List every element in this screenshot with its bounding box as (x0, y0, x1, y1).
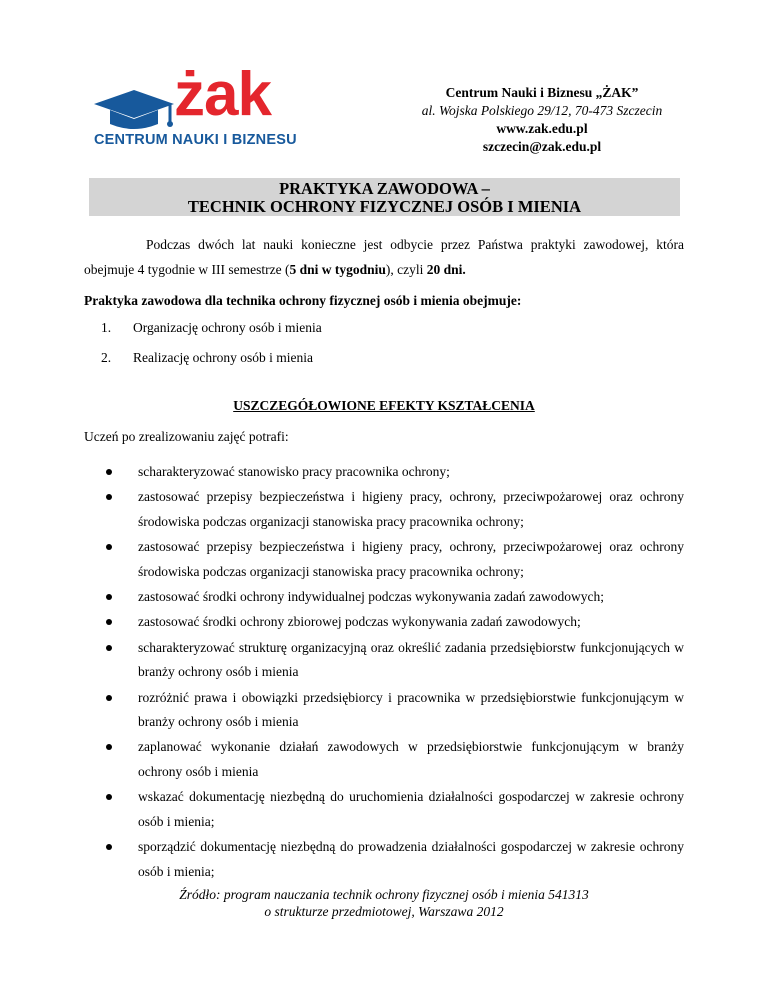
effect-text: sporządzić dokumentację niezbędną do prowadzenia działalności gospodarczej w zakresie ochrony osób i mienia; (138, 839, 684, 879)
effect-text: zastosować środki ochrony indywidualnej podczas wykonywania zadań zawodowych; (138, 589, 604, 605)
title-line-2: TECHNIK OCHRONY FIZYCZNEJ OSÓB I MIENIA (187, 196, 582, 216)
intro-paragraph (84, 232, 684, 282)
list-item (84, 535, 684, 584)
title-line-1: PRAKTYKA ZAWODOWA – (279, 179, 490, 198)
list-item (84, 585, 684, 609)
list-item (84, 485, 684, 534)
graduation-cap-icon (90, 86, 176, 136)
list-item-number: 2. (101, 350, 112, 365)
intro-text-a: Podczas dwóch lat nauki konieczne jest odbycie przez Państwa praktyki zawodowej, która obejmuje 4 tygodnie w III semestrze ( (84, 237, 684, 277)
org-name: Centrum Nauki i Biznesu „ŻAK” (445, 85, 639, 100)
bullet-icon (106, 469, 112, 475)
scope-heading: Praktyka zawodowa dla technika ochrony fizycznej osób i mienia obejmuje: (84, 293, 522, 308)
bullet-icon (106, 695, 112, 701)
bullet-icon (106, 619, 112, 625)
bullet-icon (106, 594, 112, 600)
org-website-link[interactable]: www.zak.edu.pl (496, 121, 588, 136)
effect-text: wskazać dokumentację niezbędną do uruchomienia działalności gospodarczej w zakresie ochrony osób i mienia; (138, 789, 684, 829)
bullet-icon (106, 744, 112, 750)
list-item (84, 686, 684, 735)
footer-line-1: Źródło: program nauczania technik ochrony fizycznej osób i mienia 541313 (179, 887, 589, 902)
effect-text: rozróżnić prawa i obowiązki przedsiębiorcy i pracownika w przedsiębiorstwie funkcjonującym w branży ochrony osób i mienia (138, 689, 684, 730)
list-item (84, 735, 684, 784)
effect-text: scharakteryzować strukturę organizacyjną oraz określić zadania przedsiębiorstw funkcjonujących w branży ochrony osób i mienia (138, 639, 684, 680)
intro-bold-b: 20 dni. (426, 262, 466, 277)
list-item-label: Realizację ochrony osób i mienia (133, 350, 313, 365)
effect-text: zastosować przepisy bezpieczeństwa i higieny pracy, ochrony, przeciwpożarowej oraz ochrony środowiska podczas organizacji stanowiska pracy pracownika ochrony; (138, 539, 684, 579)
bullet-icon (106, 544, 112, 550)
lead-text: Uczeń po zrealizowaniu zajęć potrafi: (84, 429, 289, 444)
effect-text: zaplanować wykonanie działań zawodowych w przedsiębiorstwie funkcjonującym w branży ochrony osób i mienia (138, 739, 684, 779)
zak-logo (90, 60, 300, 158)
list-item (84, 348, 322, 378)
intro-bold-a: 5 dni w tygodniu (289, 262, 386, 277)
effect-text: zastosować przepisy bezpieczeństwa i higieny pracy, ochrony, przeciwpożarowej oraz ochrony środowiska podczas organizacji stanowiska pracy pracownika ochrony; (138, 489, 684, 529)
logo-wordmark: żak (174, 60, 271, 129)
bullet-icon (106, 794, 112, 800)
section-heading: USZCZEGÓŁOWIONE EFEKTY KSZTAŁCENIA (233, 398, 535, 413)
logo-subtitle: CENTRUM NAUKI I BIZNESU (94, 132, 297, 148)
org-email-link[interactable]: szczecin@zak.edu.pl (482, 139, 602, 154)
effect-text: zastosować środki ochrony zbiorowej podczas wykonywania zadań zawodowych; (138, 614, 581, 630)
list-item-number: 1. (101, 320, 112, 335)
bullet-icon (106, 844, 112, 850)
org-street: al. Wojska Polskiego 29/12, 70-473 Szczecin (421, 103, 663, 118)
bullet-icon (106, 645, 112, 651)
bullet-icon (106, 494, 112, 500)
list-item-label: Organizację ochrony osób i mienia (133, 320, 322, 335)
list-item (84, 610, 684, 634)
footer-line-2: o strukturze przedmiotowej, Warszawa 2012 (264, 904, 504, 919)
list-item (84, 318, 322, 348)
list-item (84, 785, 684, 834)
effect-text: scharakteryzować stanowisko pracy pracownika ochrony; (138, 464, 450, 479)
page-title (89, 178, 680, 216)
source-footer (0, 886, 768, 920)
effects-list (84, 460, 684, 885)
list-item (84, 636, 684, 685)
intro-text-b: ), czyli (385, 262, 427, 277)
address-block (392, 84, 692, 156)
scope-list (84, 318, 322, 378)
list-item (84, 835, 684, 884)
list-item (84, 460, 684, 484)
